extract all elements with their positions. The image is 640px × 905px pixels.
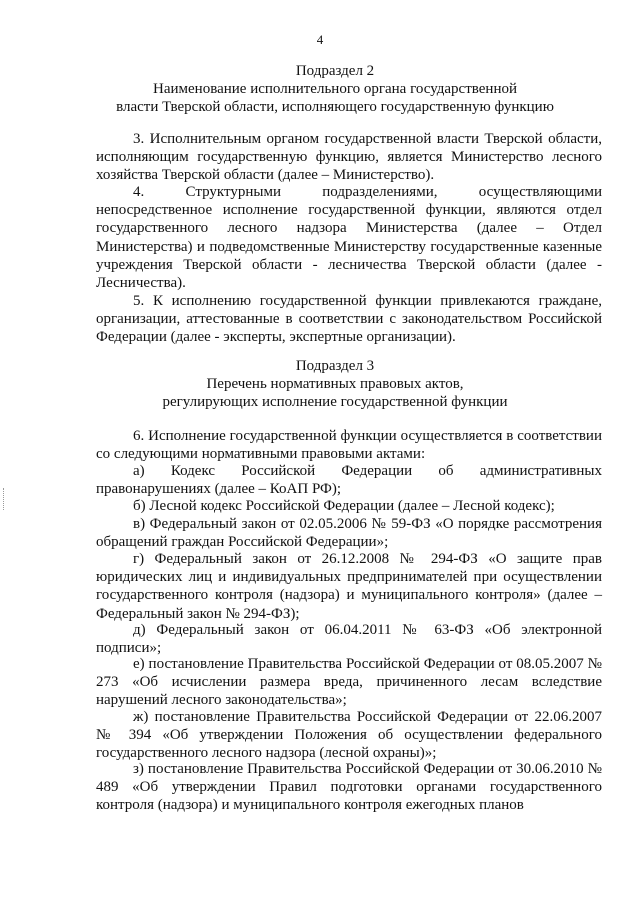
list-item-v: в) Федеральный закон от 02.05.2006 № 59-ФЗ «О порядке рассмотрения обращений граждан Российской Федерации»; <box>96 516 602 551</box>
subsection-2-title: Подраздел 2 <box>295 63 375 79</box>
paragraph-5: 5. К исполнению государственной функции привлекаются граждане, организации, аттестованные в соответствии с законодательством Российской Федерации (далее - эксперты, экспертные организации). <box>96 293 602 346</box>
list-item-b: б) Лесной кодекс Российской Федерации (далее – Лесной кодекс); <box>133 498 555 514</box>
list-item-g: г) Федеральный закон от 26.12.2008 № 294-ФЗ «О защите прав юридических лиц и индивидуальных предпринимателей при осуществлении государственного контроля (надзора) и муниципального контроля» (далее – Федеральный закон № 294-ФЗ); <box>96 551 602 622</box>
list-item-d: д) Федеральный закон от 06.04.2011 № 63-ФЗ «Об электронной подписи»; <box>96 622 602 657</box>
paragraph-3: 3. Исполнительным органом государственной власти Тверской области, исполняющим государственную функцию, является Министерство лесного хозяйства Тверской области (далее – Министерство). <box>96 131 602 184</box>
scan-edge-mark <box>3 488 7 510</box>
page-number: 4 <box>316 32 324 47</box>
subsection-2-heading <box>60 62 610 116</box>
list-item-zh: ж) постановление Правительства Российской Федерации от 22.06.2007 № 394 «Об утверждении Положения об осуществлении федерального государственного лесного надзора (лесной охраны)»; <box>96 709 602 762</box>
list-item-a: а) Кодекс Российской Федерации об административных правонарушениях (далее – КоАП РФ); <box>96 463 602 498</box>
subsection-3-heading <box>60 357 610 411</box>
subsection-3-line-2: регулирующих исполнение государственной функции <box>162 394 508 410</box>
subsection-2-line-1: Наименование исполнительного органа государственной <box>153 81 517 97</box>
paragraph-4: 4. Структурными подразделениями, осуществляющими непосредственное исполнение государственной функции, являются отдел государственного лесного надзора Министерства (далее – Отдел Министерства) и подведомственные Министерству государственные казенные учреждения Тверской области - лесничества Тверской области (далее - Лесничества). <box>96 184 602 292</box>
subsection-3-line-1: Перечень нормативных правовых актов, <box>206 376 464 392</box>
list-item-e: е) постановление Правительства Российской Федерации от 08.05.2007 № 273 «Об исчислении размера вреда, причиненного лесам вследствие нарушений лесного законодательства»; <box>96 656 602 709</box>
subsection-2-line-2: власти Тверской области, исполняющего государственную функцию <box>116 99 554 115</box>
subsection-3-title: Подраздел 3 <box>295 358 375 374</box>
list-item-z: з) постановление Правительства Российской Федерации от 30.06.2010 № 489 «Об утверждении Правил подготовки органами государственного контроля (надзора) и муниципального контроля ежегодных планов <box>96 761 602 814</box>
paragraph-6: 6. Исполнение государственной функции осуществляется в соответствии со следующими нормативными правовыми актами: <box>96 428 602 463</box>
